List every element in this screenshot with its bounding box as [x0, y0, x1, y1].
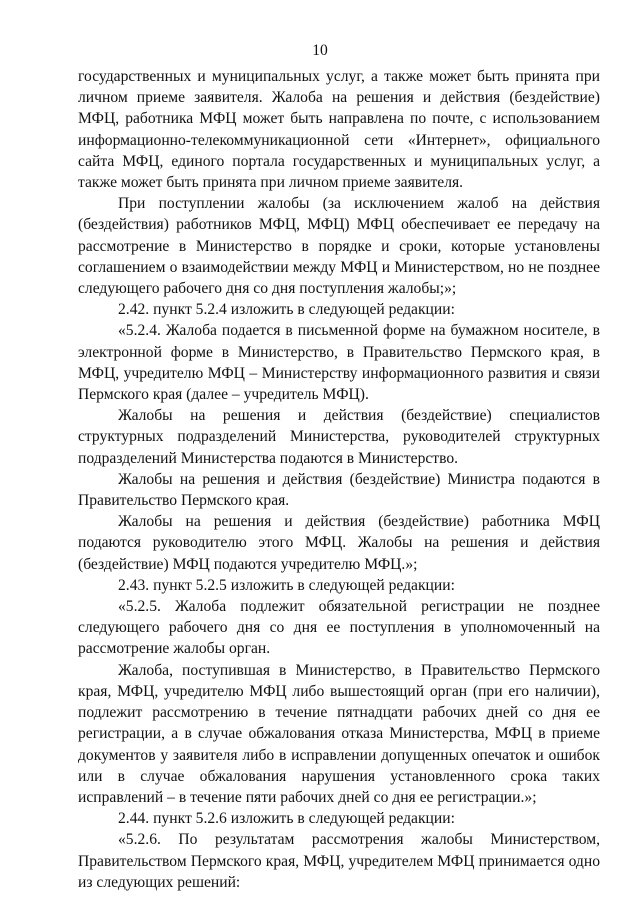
paragraph: Жалобы на решения и действия (бездействие) специалистов структурных подразделений Министерства, руководителей структурных подразделений Министерства подаются в Министерство.: [78, 407, 600, 467]
paragraph: Жалобы на решения и действия (бездействие) Министра подаются в Правительство Пермского края.: [78, 470, 600, 510]
document-body: [78, 66, 600, 893]
paragraph: «5.2.6. По результатам рассмотрения жалобы Министерством, Правительством Пермского края, МФЦ, учредителем МФЦ принимается одно из следующих решений:: [78, 831, 600, 891]
paragraph: Жалоба, поступившая в Министерство, в Правительство Пермского края, МФЦ, учредителю МФЦ либо вышестоящий орган (при его наличии), подлежит рассмотрению в течение пятнадцати рабочих дней со дня ее регистрации, а в случае обжалования отказа Министерства, МФЦ в приеме документов у заявителя либо в исправлении допущенных опечаток и ошибок или в случае обжалования нарушения установленного срока таких исправлений – в течение пяти рабочих дней со дня ее регистрации.»;: [78, 661, 600, 806]
paragraph: «5.2.5. Жалоба подлежит обязательной регистрации не позднее следующего рабочего дня со дня ее поступления в уполномоченный на рассмотрение жалобы орган.: [78, 598, 600, 658]
paragraph: государственных и муниципальных услуг, а также может быть принята при личном приеме заявителя. Жалоба на решения и действия (бездействие) МФЦ, работника МФЦ может быть направлена по почте, с использованием информационно-телекоммуникационной сети «Интернет», официального сайта МФЦ, единого портала государственных и муниципальных услуг, а также может быть принята при личном приеме заявителя.: [78, 68, 600, 192]
paragraph: «5.2.4. Жалоба подается в письменной форме на бумажном носителе, в электронной форме в Министерство, в Правительство Пермского края, в МФЦ, учредителю МФЦ – Министерству информационного развития и связи Пермского края (далее – учредитель МФЦ).: [78, 322, 600, 404]
paragraph: 2.42. пункт 5.2.4 изложить в следующей редакции:: [118, 301, 455, 319]
paragraph: Жалобы на решения и действия (бездействие) работника МФЦ подаются руководителю этого МФЦ. Жалобы на решения и действия (бездействие) МФЦ подаются учредителю МФЦ.»;: [78, 513, 600, 573]
paragraph: 2.44. пункт 5.2.6 изложить в следующей редакции:: [118, 810, 455, 828]
page-number: 10: [312, 42, 328, 59]
paragraph: При поступлении жалобы (за исключением жалоб на действия (бездействия) работников МФЦ, МФЦ) МФЦ обеспечивает ее передачу на рассмотрение в Министерство в порядке и сроки, которые установлены соглашением о взаимодействии между МФЦ и Министерством, но не позднее следующего рабочего дня со дня поступления жалобы;»;: [78, 195, 600, 298]
paragraph: 2.43. пункт 5.2.5 изложить в следующей редакции:: [118, 576, 455, 594]
